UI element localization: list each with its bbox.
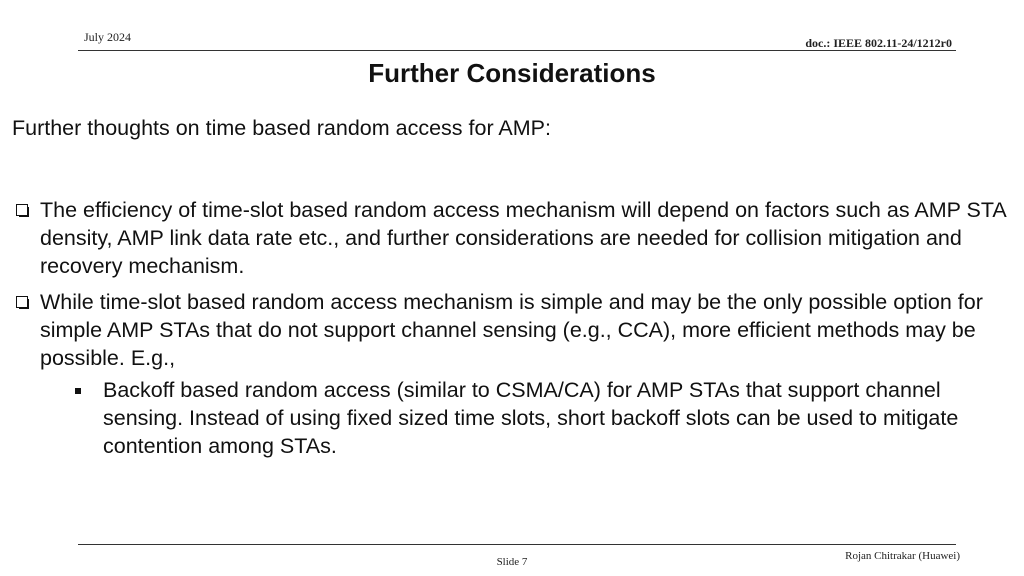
slide-number: Slide 7 xyxy=(496,556,528,568)
slide-title: Further Considerations xyxy=(368,58,656,88)
bullet-text: While time-slot based random access mechanism is simple and may be the only possible option for simple AMP STAs that do not support channel sensing (e.g., CCA), more efficient methods may be possible. E.g., xyxy=(40,290,983,370)
bullet-item xyxy=(12,288,1012,372)
checkbox-bullet-icon xyxy=(16,296,28,308)
header-date: July 2024 xyxy=(84,30,132,44)
bullet-item xyxy=(12,196,1012,280)
slide-intro: Further thoughts on time based random access for AMP: xyxy=(12,116,551,140)
bullet-text: The efficiency of time-slot based random access mechanism will depend on factors such as AMP STA density, AMP link data rate etc., and further considerations are needed for collision mitigation and recovery mechanism. xyxy=(40,198,1006,278)
footer-author: Rojan Chitrakar (Huawei) xyxy=(845,550,960,562)
footer-divider xyxy=(78,544,956,545)
header-divider xyxy=(78,50,956,51)
header-doc-id: doc.: IEEE 802.11-24/1212r0 xyxy=(805,36,952,50)
square-bullet-icon xyxy=(75,388,81,394)
checkbox-bullet-icon xyxy=(16,204,28,216)
sub-bullet-item xyxy=(75,376,1012,460)
slide-body xyxy=(12,196,1012,460)
sub-bullet-text: Backoff based random access (similar to CSMA/CA) for AMP STAs that support channel sensing. Instead of using fixed sized time slots, short backoff slots can be used to mitigate contention among STAs. xyxy=(103,378,959,458)
